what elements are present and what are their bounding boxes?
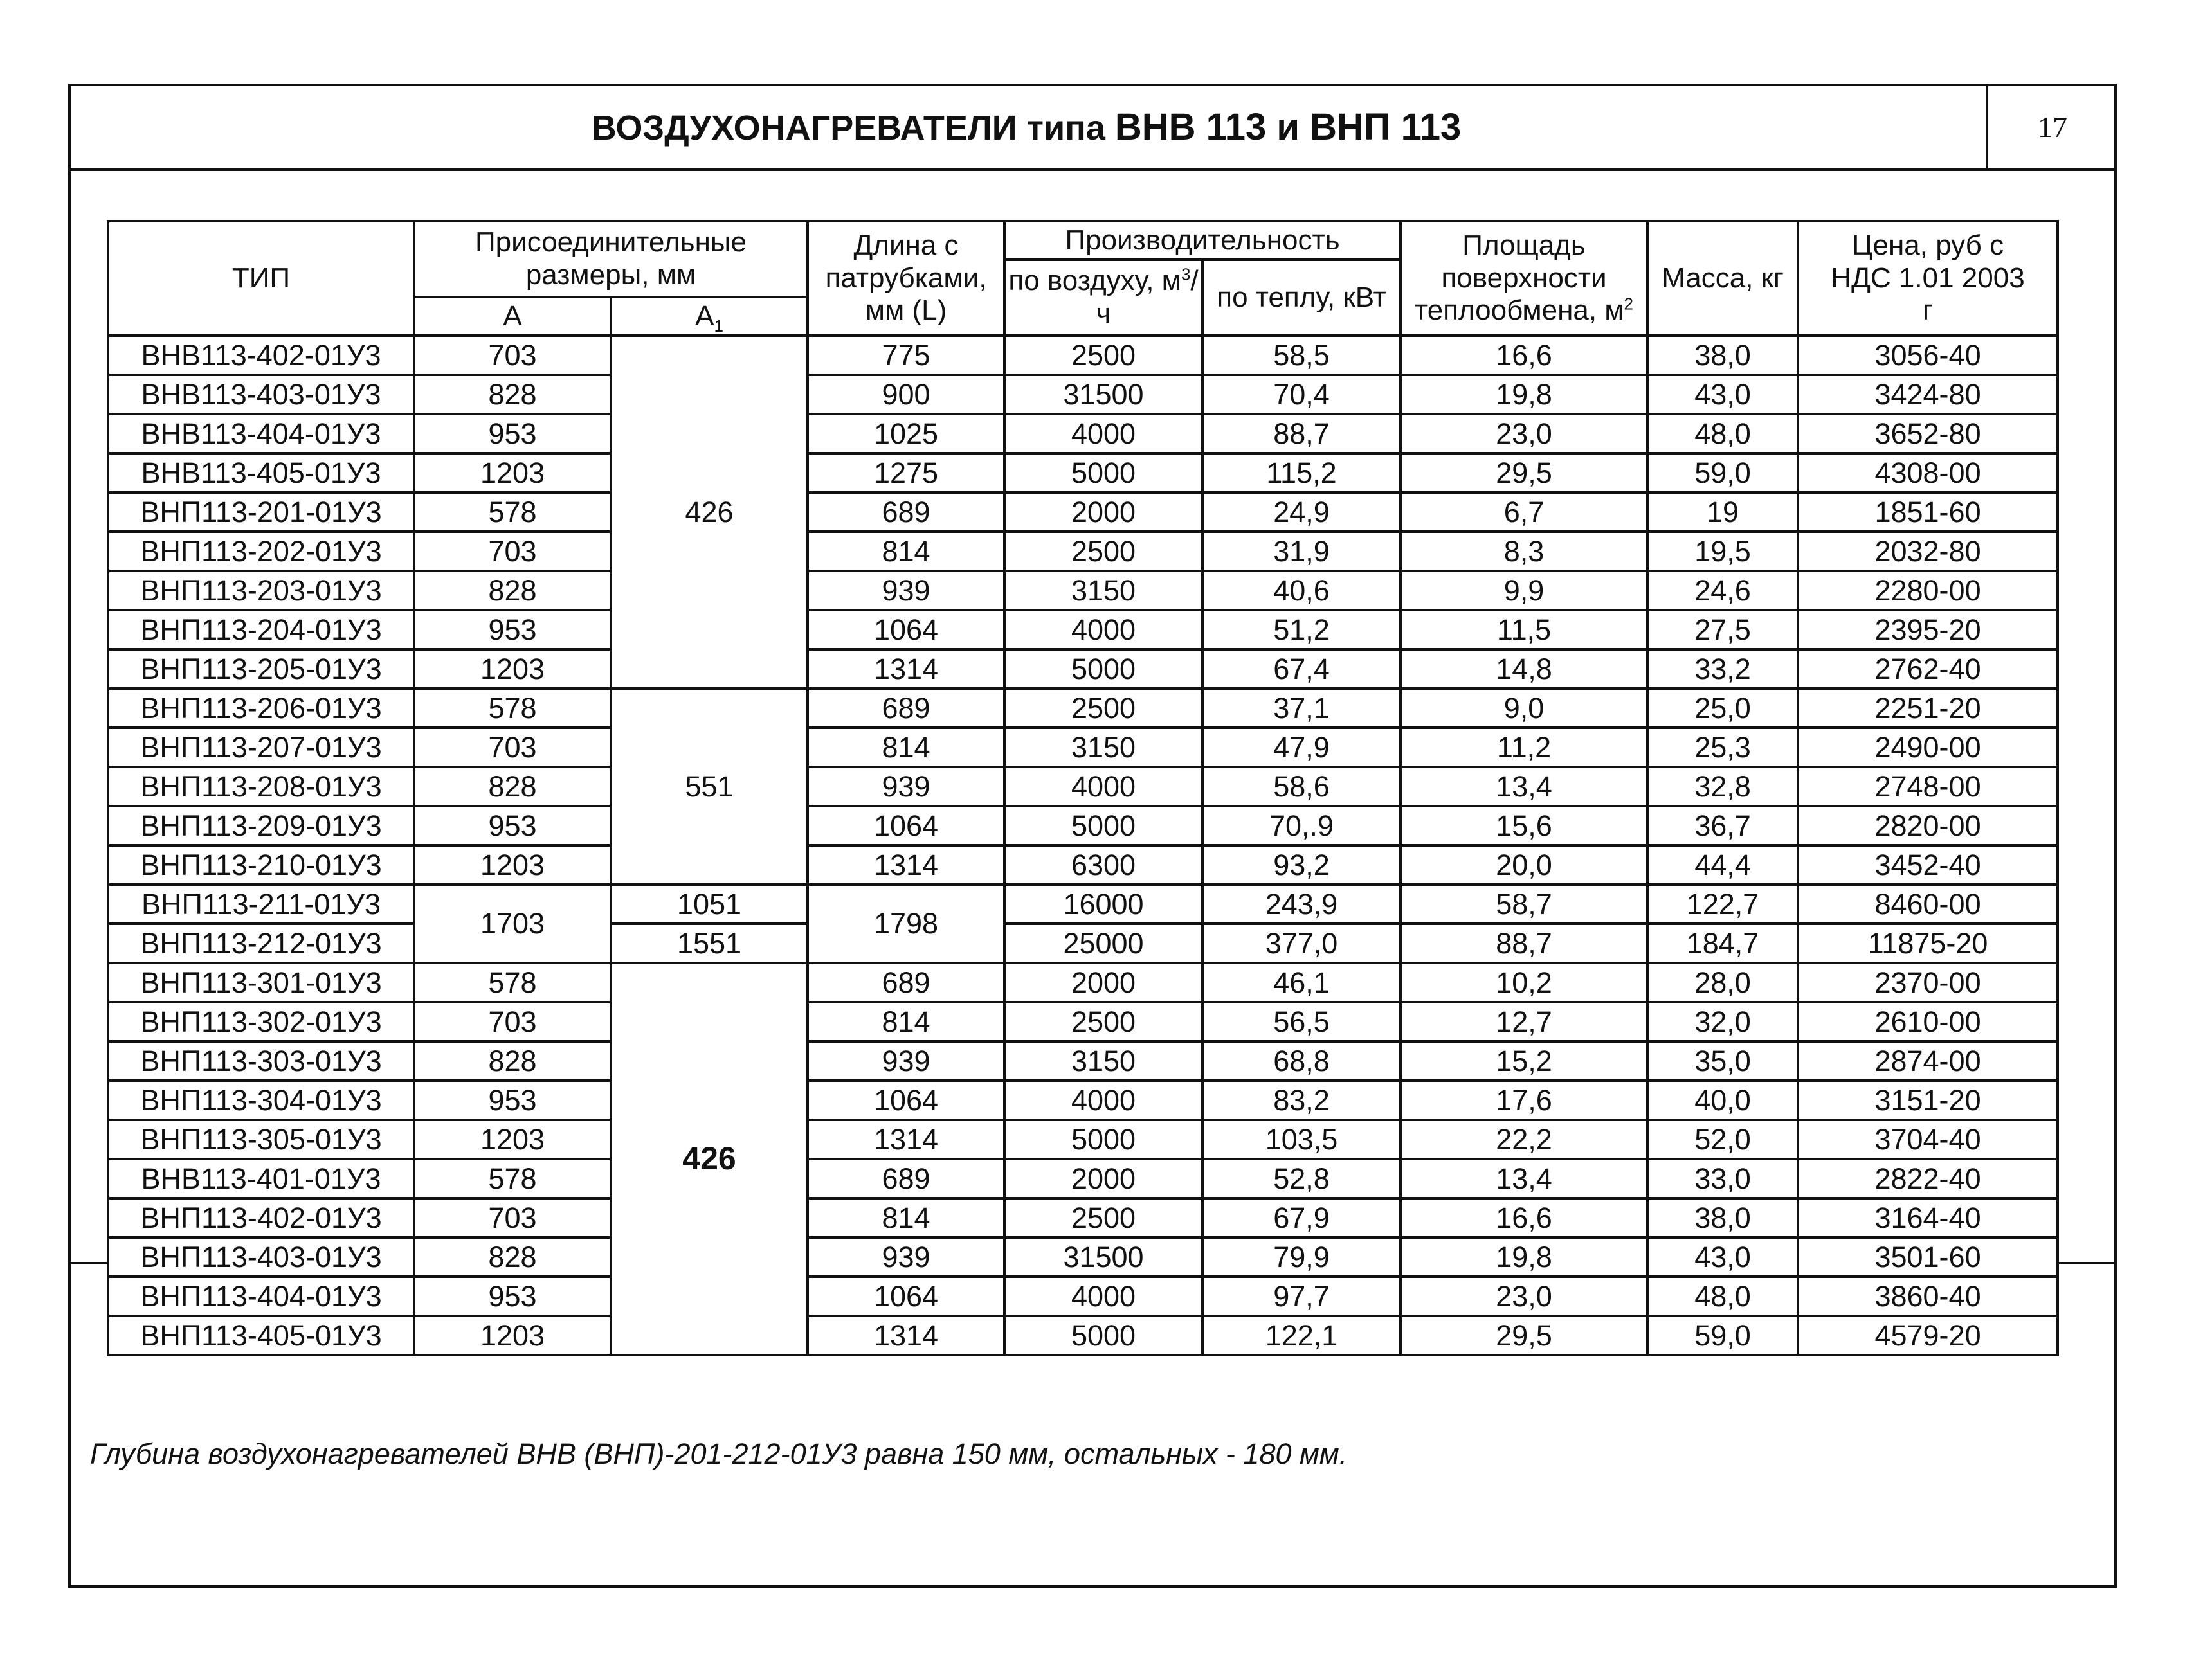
table-row <box>108 688 2058 728</box>
cell-a: 1203 <box>414 1316 611 1355</box>
header-area-text: Площадь поверхности теплообмена, м <box>1415 230 1624 327</box>
cell-area: 13,4 <box>1401 1159 1647 1198</box>
cell-price: 3056-40 <box>1798 336 2058 375</box>
header-a1-text: А <box>695 300 714 332</box>
header-air-flow-text: по воздуху, м <box>1008 265 1181 297</box>
cell-type: ВНП113-405-01У3 <box>108 1316 414 1355</box>
cell-a: 953 <box>414 414 611 453</box>
table-row <box>108 492 2058 532</box>
cell-price: 2820-00 <box>1798 806 2058 845</box>
table-row <box>108 806 2058 845</box>
cell-a: 703 <box>414 336 611 375</box>
cell-a1: 1051 <box>611 885 808 924</box>
cell-heat: 70,4 <box>1202 375 1401 414</box>
cell-price: 3164-40 <box>1798 1198 2058 1238</box>
cell-type: ВНВ113-405-01У3 <box>108 453 414 492</box>
cell-price: 2032-80 <box>1798 532 2058 571</box>
cell-area: 9,9 <box>1401 571 1647 610</box>
cell-a: 578 <box>414 492 611 532</box>
cell-area: 15,2 <box>1401 1041 1647 1081</box>
page-number: 17 <box>1986 84 2117 171</box>
cell-a: 1703 <box>414 885 611 963</box>
cell-price: 3704-40 <box>1798 1120 2058 1159</box>
table-row <box>108 728 2058 767</box>
cell-mass: 59,0 <box>1647 1316 1798 1355</box>
cell-air: 3150 <box>1004 571 1202 610</box>
cell-price: 2395-20 <box>1798 610 2058 649</box>
cell-a: 828 <box>414 767 611 806</box>
cell-mass: 33,2 <box>1647 649 1798 688</box>
cell-a: 1203 <box>414 1120 611 1159</box>
table-row <box>108 1120 2058 1159</box>
cell-air: 2000 <box>1004 492 1202 532</box>
cell-type: ВНП113-402-01У3 <box>108 1198 414 1238</box>
cell-a: 953 <box>414 806 611 845</box>
cell-length: 1064 <box>808 1277 1004 1316</box>
table-row <box>108 924 2058 963</box>
cell-mass: 36,7 <box>1647 806 1798 845</box>
cell-area: 22,2 <box>1401 1120 1647 1159</box>
cell-length: 939 <box>808 767 1004 806</box>
cell-a1: 1551 <box>611 924 808 963</box>
cell-area: 9,0 <box>1401 688 1647 728</box>
cell-area: 29,5 <box>1401 453 1647 492</box>
cell-heat: 243,9 <box>1202 885 1401 924</box>
header-connection-sizes: Присоединительные размеры, мм <box>414 221 808 297</box>
cell-length: 689 <box>808 1159 1004 1198</box>
cell-price: 2280-00 <box>1798 571 2058 610</box>
cell-price: 2490-00 <box>1798 728 2058 767</box>
cell-air: 4000 <box>1004 1081 1202 1120</box>
cell-area: 6,7 <box>1401 492 1647 532</box>
cell-a: 953 <box>414 1277 611 1316</box>
table-row <box>108 1002 2058 1041</box>
cell-price: 2748-00 <box>1798 767 2058 806</box>
spec-table <box>107 220 2059 1356</box>
cell-mass: 25,3 <box>1647 728 1798 767</box>
cell-air: 5000 <box>1004 649 1202 688</box>
cell-a: 703 <box>414 532 611 571</box>
cell-a: 578 <box>414 963 611 1002</box>
cell-air: 4000 <box>1004 610 1202 649</box>
cell-area: 14,8 <box>1401 649 1647 688</box>
cell-type: ВНП113-203-01У3 <box>108 571 414 610</box>
cell-price: 4308-00 <box>1798 453 2058 492</box>
cell-length: 939 <box>808 571 1004 610</box>
table-row <box>108 1277 2058 1316</box>
cell-mass: 19,5 <box>1647 532 1798 571</box>
cell-mass: 38,0 <box>1647 336 1798 375</box>
cell-length: 939 <box>808 1041 1004 1081</box>
table-row <box>108 1081 2058 1120</box>
cell-price: 2610-00 <box>1798 1002 2058 1041</box>
cell-air: 2500 <box>1004 688 1202 728</box>
header-price: Цена, руб с НДС 1.01 2003 г <box>1798 221 2058 336</box>
cell-air: 6300 <box>1004 845 1202 885</box>
cell-mass: 48,0 <box>1647 414 1798 453</box>
cell-air: 31500 <box>1004 1238 1202 1277</box>
cell-heat: 377,0 <box>1202 924 1401 963</box>
cell-type: ВНП113-207-01У3 <box>108 728 414 767</box>
header-area <box>1401 221 1647 336</box>
cell-type: ВНП113-209-01У3 <box>108 806 414 845</box>
cell-heat: 37,1 <box>1202 688 1401 728</box>
cell-length: 775 <box>808 336 1004 375</box>
cell-mass: 24,6 <box>1647 571 1798 610</box>
cell-price: 3424-80 <box>1798 375 2058 414</box>
cell-mass: 48,0 <box>1647 1277 1798 1316</box>
cell-type: ВНВ113-402-01У3 <box>108 336 414 375</box>
cell-air: 4000 <box>1004 414 1202 453</box>
cell-a1: 551 <box>611 688 808 885</box>
cell-air: 2500 <box>1004 532 1202 571</box>
header-length: Длина с патрубками, мм (L) <box>808 221 1004 336</box>
header-area-sup: 2 <box>1624 294 1634 314</box>
cell-length: 1275 <box>808 453 1004 492</box>
cell-air: 2500 <box>1004 336 1202 375</box>
cell-price: 4579-20 <box>1798 1316 2058 1355</box>
cell-type: ВНП113-403-01У3 <box>108 1238 414 1277</box>
cell-type: ВНП113-208-01У3 <box>108 767 414 806</box>
header-a1-sub: 1 <box>714 316 723 336</box>
cell-price: 2251-20 <box>1798 688 2058 728</box>
cell-type: ВНП113-211-01У3 <box>108 885 414 924</box>
cell-air: 5000 <box>1004 1316 1202 1355</box>
header-type: ТИП <box>108 221 414 336</box>
cell-a: 1203 <box>414 649 611 688</box>
table-row <box>108 336 2058 375</box>
cell-air: 2000 <box>1004 1159 1202 1198</box>
cell-heat: 31,9 <box>1202 532 1401 571</box>
table-row <box>108 1041 2058 1081</box>
cell-type: ВНП113-304-01У3 <box>108 1081 414 1120</box>
cell-heat: 58,6 <box>1202 767 1401 806</box>
table-row <box>108 649 2058 688</box>
cell-heat: 67,4 <box>1202 649 1401 688</box>
title-prefix: ВОЗДУХОНАГРЕВАТЕЛИ типа <box>591 109 1115 147</box>
cell-air: 3150 <box>1004 728 1202 767</box>
cell-heat: 79,9 <box>1202 1238 1401 1277</box>
cell-mass: 32,0 <box>1647 1002 1798 1041</box>
table-row <box>108 845 2058 885</box>
cell-heat: 93,2 <box>1202 845 1401 885</box>
cell-heat: 97,7 <box>1202 1277 1401 1316</box>
cell-mass: 27,5 <box>1647 610 1798 649</box>
cell-price: 3860-40 <box>1798 1277 2058 1316</box>
title-main: ВНВ 113 и ВНП 113 <box>1114 106 1462 148</box>
cell-length: 1064 <box>808 806 1004 845</box>
cell-price: 8460-00 <box>1798 885 2058 924</box>
cell-a: 1203 <box>414 453 611 492</box>
table-row <box>108 375 2058 414</box>
cell-a1: 426 <box>611 963 808 1355</box>
cell-type: ВНП113-204-01У3 <box>108 610 414 649</box>
table-row <box>108 571 2058 610</box>
cell-a: 578 <box>414 688 611 728</box>
cell-air: 2500 <box>1004 1002 1202 1041</box>
cell-length: 814 <box>808 1002 1004 1041</box>
cell-mass: 59,0 <box>1647 453 1798 492</box>
cell-area: 58,7 <box>1401 885 1647 924</box>
cell-type: ВНП113-205-01У3 <box>108 649 414 688</box>
cell-price: 1851-60 <box>1798 492 2058 532</box>
cell-heat: 68,8 <box>1202 1041 1401 1081</box>
cell-heat: 46,1 <box>1202 963 1401 1002</box>
cell-price: 3452-40 <box>1798 845 2058 885</box>
cell-heat: 47,9 <box>1202 728 1401 767</box>
table-row <box>108 414 2058 453</box>
cell-a: 828 <box>414 1041 611 1081</box>
cell-type: ВНП113-210-01У3 <box>108 845 414 885</box>
cell-air: 25000 <box>1004 924 1202 963</box>
cell-heat: 56,5 <box>1202 1002 1401 1041</box>
cell-length: 900 <box>808 375 1004 414</box>
cell-length: 1025 <box>808 414 1004 453</box>
cell-mass: 184,7 <box>1647 924 1798 963</box>
cell-area: 12,7 <box>1401 1002 1647 1041</box>
cell-length: 1064 <box>808 610 1004 649</box>
cell-area: 17,6 <box>1401 1081 1647 1120</box>
table-row <box>108 610 2058 649</box>
cell-length: 1314 <box>808 649 1004 688</box>
cell-heat: 83,2 <box>1202 1081 1401 1120</box>
table-row <box>108 1316 2058 1355</box>
cell-length: 1314 <box>808 1316 1004 1355</box>
header-heat: по теплу, кВт <box>1202 260 1401 336</box>
cell-length: 689 <box>808 688 1004 728</box>
cell-length: 1314 <box>808 845 1004 885</box>
cell-length: 689 <box>808 963 1004 1002</box>
cell-mass: 52,0 <box>1647 1120 1798 1159</box>
table-row <box>108 532 2058 571</box>
cell-a: 953 <box>414 1081 611 1120</box>
cell-price: 2762-40 <box>1798 649 2058 688</box>
table-row <box>108 1159 2058 1198</box>
table-row <box>108 963 2058 1002</box>
cell-area: 15,6 <box>1401 806 1647 845</box>
cell-mass: 122,7 <box>1647 885 1798 924</box>
cell-heat: 24,9 <box>1202 492 1401 532</box>
cell-type: ВНП113-302-01У3 <box>108 1002 414 1041</box>
cell-area: 88,7 <box>1401 924 1647 963</box>
cell-heat: 51,2 <box>1202 610 1401 649</box>
cell-mass: 33,0 <box>1647 1159 1798 1198</box>
cell-area: 11,2 <box>1401 728 1647 767</box>
cell-area: 29,5 <box>1401 1316 1647 1355</box>
cell-heat: 67,9 <box>1202 1198 1401 1238</box>
cell-heat: 52,8 <box>1202 1159 1401 1198</box>
cell-length: 1314 <box>808 1120 1004 1159</box>
cell-air: 5000 <box>1004 453 1202 492</box>
header-a1 <box>611 297 808 336</box>
cell-price: 3501-60 <box>1798 1238 2058 1277</box>
cell-a: 828 <box>414 571 611 610</box>
cell-mass: 43,0 <box>1647 1238 1798 1277</box>
cell-length: 1064 <box>808 1081 1004 1120</box>
footnote: Глубина воздухонагревателей ВНВ (ВНП)-201-212-01У3 равна 150 мм, остальных - 180 мм. <box>90 1437 1348 1470</box>
cell-area: 23,0 <box>1401 414 1647 453</box>
cell-mass: 25,0 <box>1647 688 1798 728</box>
table-row <box>108 1238 2058 1277</box>
cell-mass: 40,0 <box>1647 1081 1798 1120</box>
cell-air: 5000 <box>1004 806 1202 845</box>
cell-type: ВНП113-206-01У3 <box>108 688 414 728</box>
cell-air: 2000 <box>1004 963 1202 1002</box>
cell-air: 4000 <box>1004 767 1202 806</box>
cell-heat: 58,5 <box>1202 336 1401 375</box>
cell-air: 3150 <box>1004 1041 1202 1081</box>
cell-heat: 40,6 <box>1202 571 1401 610</box>
cell-air: 4000 <box>1004 1277 1202 1316</box>
cell-air: 16000 <box>1004 885 1202 924</box>
cell-mass: 44,4 <box>1647 845 1798 885</box>
cell-heat: 115,2 <box>1202 453 1401 492</box>
cell-air: 2500 <box>1004 1198 1202 1238</box>
cell-area: 19,8 <box>1401 1238 1647 1277</box>
cell-area: 19,8 <box>1401 375 1647 414</box>
cell-type: ВНП113-301-01У3 <box>108 963 414 1002</box>
cell-type: ВНП113-305-01У3 <box>108 1120 414 1159</box>
cell-length: 814 <box>808 1198 1004 1238</box>
header-a: А <box>414 297 611 336</box>
cell-a: 703 <box>414 1002 611 1041</box>
cell-air: 31500 <box>1004 375 1202 414</box>
cell-type: ВНВ113-404-01У3 <box>108 414 414 453</box>
cell-a: 953 <box>414 610 611 649</box>
cell-area: 16,6 <box>1401 1198 1647 1238</box>
cell-heat: 103,5 <box>1202 1120 1401 1159</box>
cell-air: 5000 <box>1004 1120 1202 1159</box>
cell-heat: 88,7 <box>1202 414 1401 453</box>
cell-length: 814 <box>808 728 1004 767</box>
cell-a1: 426 <box>611 336 808 688</box>
table-row <box>108 885 2058 924</box>
cell-mass: 32,8 <box>1647 767 1798 806</box>
cell-price: 11875-20 <box>1798 924 2058 963</box>
cell-type: ВНП113-404-01У3 <box>108 1277 414 1316</box>
cell-type: ВНВ113-403-01У3 <box>108 375 414 414</box>
cell-type: ВНВ113-401-01У3 <box>108 1159 414 1198</box>
header-performance: Производительность <box>1004 221 1401 260</box>
table-row <box>108 1198 2058 1238</box>
cell-area: 13,4 <box>1401 767 1647 806</box>
page-title <box>68 84 1984 171</box>
cell-type: ВНП113-303-01У3 <box>108 1041 414 1081</box>
cell-a: 703 <box>414 728 611 767</box>
cell-length: 689 <box>808 492 1004 532</box>
cell-price: 3151-20 <box>1798 1081 2058 1120</box>
cell-mass: 38,0 <box>1647 1198 1798 1238</box>
header-air-flow-unit: /ч <box>1096 265 1199 329</box>
cell-type: ВНП113-212-01У3 <box>108 924 414 963</box>
cell-area: 11,5 <box>1401 610 1647 649</box>
cell-length: 1798 <box>808 885 1004 963</box>
cell-area: 23,0 <box>1401 1277 1647 1316</box>
header-air-flow-sup: 3 <box>1181 264 1191 284</box>
cell-a: 578 <box>414 1159 611 1198</box>
cell-area: 8,3 <box>1401 532 1647 571</box>
cell-price: 2370-00 <box>1798 963 2058 1002</box>
table-row <box>108 767 2058 806</box>
cell-a: 828 <box>414 1238 611 1277</box>
cell-a: 703 <box>414 1198 611 1238</box>
cell-heat: 70,.9 <box>1202 806 1401 845</box>
cell-mass: 43,0 <box>1647 375 1798 414</box>
cell-mass: 28,0 <box>1647 963 1798 1002</box>
cell-type: ВНП113-202-01У3 <box>108 532 414 571</box>
cell-area: 20,0 <box>1401 845 1647 885</box>
header-mass: Масса, кг <box>1647 221 1798 336</box>
cell-area: 16,6 <box>1401 336 1647 375</box>
cell-length: 814 <box>808 532 1004 571</box>
cell-price: 2822-40 <box>1798 1159 2058 1198</box>
cell-length: 939 <box>808 1238 1004 1277</box>
cell-type: ВНП113-201-01У3 <box>108 492 414 532</box>
cell-price: 3652-80 <box>1798 414 2058 453</box>
cell-price: 2874-00 <box>1798 1041 2058 1081</box>
cell-mass: 19 <box>1647 492 1798 532</box>
cell-heat: 122,1 <box>1202 1316 1401 1355</box>
cell-a: 828 <box>414 375 611 414</box>
header-air-flow <box>1004 260 1202 336</box>
table-row <box>108 453 2058 492</box>
cell-mass: 35,0 <box>1647 1041 1798 1081</box>
cell-area: 10,2 <box>1401 963 1647 1002</box>
cell-a: 1203 <box>414 845 611 885</box>
